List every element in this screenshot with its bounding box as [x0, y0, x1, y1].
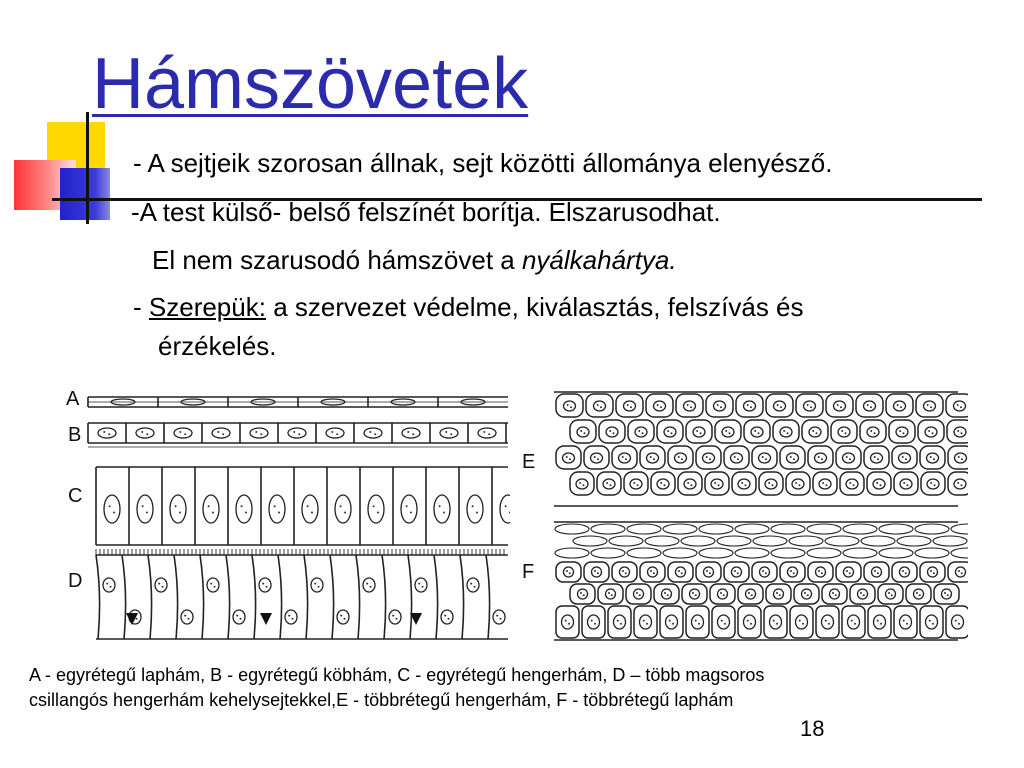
epithelium-figure-right [518, 380, 968, 642]
stratified-epithelium-e [554, 392, 968, 506]
simple-cuboidal-epithelium [88, 423, 510, 447]
label-c: C [68, 485, 83, 507]
label-f: F [522, 561, 535, 583]
label-e: E [522, 451, 536, 473]
bullet-role-rest: a szervezet védelme, kiválasztás, felszívás és [265, 292, 804, 322]
bullet-role [133, 292, 804, 323]
bullet-role-continuation: érzékelés. [158, 331, 277, 361]
stratified-squamous-epithelium-f [554, 522, 968, 640]
decorative-vertical-line [86, 112, 89, 224]
caption-line-1: A - egyrétegű laphám, B - egyrétegű köbhám, C - egyrétegű hengerhám, D – több magsoros [29, 665, 765, 685]
pseudostratified-ciliated-epithelium [96, 549, 508, 639]
bullet-mucosa-italic: nyálkahártya. [521, 245, 677, 275]
simple-columnar-epithelium [96, 467, 510, 545]
simple-squamous-epithelium [88, 397, 508, 407]
label-b: B [68, 424, 82, 446]
bullet-structure: - A sejtjeik szorosan állnak, sejt közötti állománya elenyésző. [133, 148, 833, 178]
figure-caption [29, 663, 989, 713]
epithelium-figure-left [60, 385, 510, 643]
label-d: D [68, 570, 83, 592]
bullet-role-underlined: Szerepük: [148, 292, 266, 322]
page-number: 18 [800, 716, 825, 741]
decorative-blue-square [60, 168, 110, 220]
bullet-mucosa [152, 245, 677, 276]
bullet-mucosa-text: El nem szarusodó hámszövet a [152, 245, 522, 275]
bullet-location: -A test külső- belső felszínét borítja. Elszarusodhat. [131, 197, 721, 227]
slide-title: Hámszövetek [92, 44, 529, 124]
caption-line-2: csillangós hengerhám kehelysejtekkel,E - többrétegű hengerhám, F - többrétegű laphám [29, 690, 734, 710]
bullet-role-prefix: - [133, 292, 149, 322]
label-a: A [66, 388, 80, 410]
